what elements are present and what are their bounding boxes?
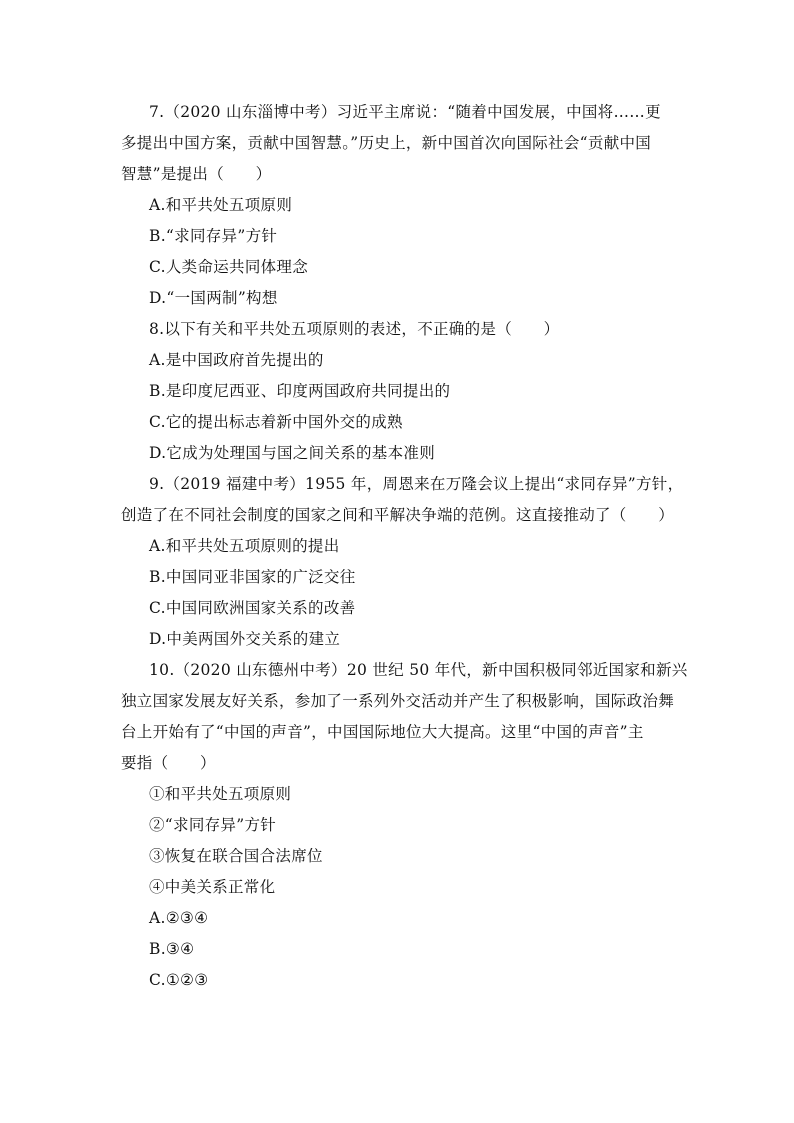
q8-option-d: D.它成为处理国与国之间关系的基本准则 bbox=[149, 444, 436, 462]
q10-option-a: A.②③④ bbox=[149, 909, 209, 927]
q10-option-c: C.①②③ bbox=[149, 971, 209, 989]
q8-option-b: B.是印度尼西亚、印度两国政府共同提出的 bbox=[149, 382, 451, 400]
q10-stem-line-3: 台上开始有了“中国的声音”，中国国际地位大大提高。这里“中国的声音”主 bbox=[121, 723, 644, 741]
q10-option-b: B.③④ bbox=[149, 940, 195, 958]
q9-stem-line-1: 9.（2019 福建中考）1955 年，周恩来在万隆会议上提出“求同存异”方针， bbox=[149, 475, 684, 493]
q10-item-2: ②“求同存异”方针 bbox=[149, 816, 277, 834]
q7-option-c: C.人类命运共同体理念 bbox=[149, 258, 309, 276]
q9-option-a: A.和平共处五项原则的提出 bbox=[149, 537, 340, 555]
q10-stem-line-1: 10.（2020 山东德州中考）20 世纪 50 年代，新中国积极同邻近国家和新兴 bbox=[149, 661, 688, 679]
q9-option-b: B.中国同亚非国家的广泛交往 bbox=[149, 568, 356, 586]
q7-stem-line-3: 智慧”是提出（ ） bbox=[121, 165, 272, 183]
q10-stem-line-4: 要指（ ） bbox=[121, 754, 216, 772]
q10-item-3: ③恢复在联合国合法席位 bbox=[149, 847, 323, 865]
q9-option-d: D.中美两国外交关系的建立 bbox=[149, 630, 341, 648]
q7-stem-line-1: 7.（2020 山东淄博中考）习近平主席说：“随着中国发展，中国将……更 bbox=[149, 103, 661, 121]
q7-option-d: D.“一国两制”构想 bbox=[149, 289, 278, 307]
q9-stem-line-2: 创造了在不同社会制度的国家之间和平解决争端的范例。这直接推动了（ ） bbox=[121, 506, 675, 524]
q9-option-c: C.中国同欧洲国家关系的改善 bbox=[149, 599, 356, 617]
q8-option-a: A.是中国政府首先提出的 bbox=[149, 351, 324, 369]
q7-option-a: A.和平共处五项原则 bbox=[149, 196, 293, 214]
q10-item-4: ④中美关系正常化 bbox=[149, 878, 276, 896]
q10-item-1: ①和平共处五项原则 bbox=[149, 785, 292, 803]
q7-option-b: B.“求同存异”方针 bbox=[149, 227, 278, 245]
q10-stem-line-2: 独立国家发展友好关系，参加了一系列外交活动并产生了积极影响，国际政治舞 bbox=[121, 692, 675, 710]
q8-option-c: C.它的提出标志着新中国外交的成熟 bbox=[149, 413, 403, 431]
q7-stem-line-2: 多提出中国方案，贡献中国智慧。”历史上，新中国首次向国际社会“贡献中国 bbox=[121, 134, 652, 152]
q8-stem-line-1: 8.以下有关和平共处五项原则的表述，不正确的是（ ） bbox=[149, 320, 560, 338]
